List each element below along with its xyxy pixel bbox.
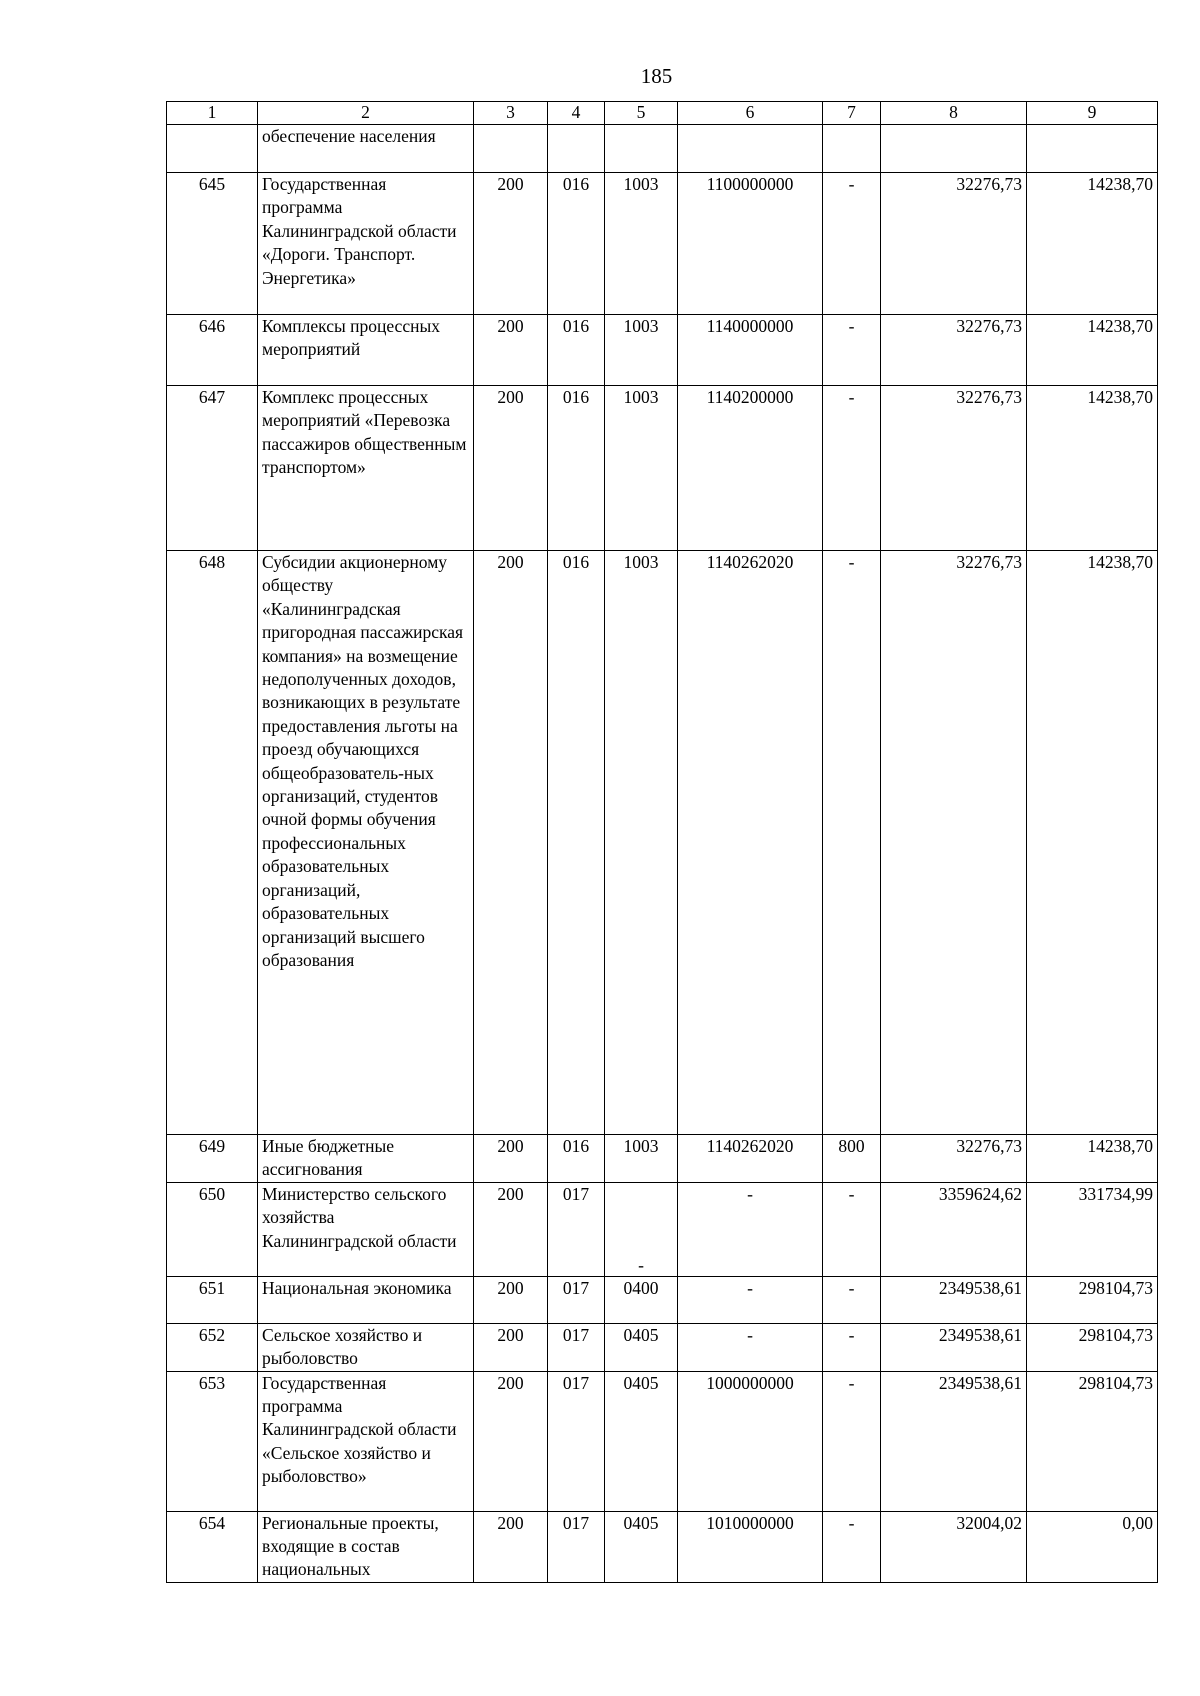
table-row — [167, 1135, 1158, 1183]
cell-col-4: 016 — [548, 173, 605, 315]
col-header-8: 8 — [881, 102, 1027, 125]
cell-col-5: 0405 — [605, 1511, 678, 1582]
cell-col-5-value: - — [638, 1255, 644, 1276]
cell-col-4: 017 — [548, 1511, 605, 1582]
cell-col-6: - — [678, 1182, 823, 1276]
cell-col-4: 017 — [548, 1182, 605, 1276]
cell-col-3: 200 — [474, 1511, 548, 1582]
cell-col-8: 32276,73 — [881, 315, 1027, 386]
cell-col-7: - — [823, 1511, 881, 1582]
cell-col-5: 1003 — [605, 1135, 678, 1183]
cell-col-7: - — [823, 386, 881, 551]
cell-col-6: 1100000000 — [678, 173, 823, 315]
row-name: Сельское хозяйство и рыболовство — [258, 1323, 474, 1371]
cell-col-5 — [605, 1182, 678, 1276]
row-name: Министерство сельского хозяйства Калининградской области — [258, 1182, 474, 1276]
cell-col-7: 800 — [823, 1135, 881, 1183]
col-header-5: 5 — [605, 102, 678, 125]
cell-col-9: 298104,73 — [1027, 1371, 1158, 1511]
col-header-4: 4 — [548, 102, 605, 125]
cell-col-5 — [605, 125, 678, 173]
cell-col-7: - — [823, 1276, 881, 1323]
col-header-7: 7 — [823, 102, 881, 125]
row-number: 651 — [167, 1276, 258, 1323]
row-number — [167, 125, 258, 173]
row-number: 652 — [167, 1323, 258, 1371]
table-row — [167, 1276, 1158, 1323]
cell-col-7: - — [823, 1182, 881, 1276]
cell-col-3: 200 — [474, 1182, 548, 1276]
cell-col-9: 0,00 — [1027, 1511, 1158, 1582]
cell-col-7 — [823, 125, 881, 173]
cell-col-9: 14238,70 — [1027, 173, 1158, 315]
cell-col-4 — [548, 125, 605, 173]
cell-col-8: 32276,73 — [881, 386, 1027, 551]
cell-col-9: 14238,70 — [1027, 1135, 1158, 1183]
row-number: 647 — [167, 386, 258, 551]
cell-col-8: 32276,73 — [881, 1135, 1027, 1183]
col-header-1: 1 — [167, 102, 258, 125]
row-name: обеспечение населения — [258, 125, 474, 173]
cell-col-6: - — [678, 1323, 823, 1371]
cell-col-3: 200 — [474, 315, 548, 386]
row-number: 650 — [167, 1182, 258, 1276]
row-name: Национальная экономика — [258, 1276, 474, 1323]
cell-col-7: - — [823, 551, 881, 1135]
budget-table — [166, 101, 1158, 1583]
row-name: Государственная программа Калининградской области «Сельское хозяйство и рыболовство» — [258, 1371, 474, 1511]
table-row — [167, 1323, 1158, 1371]
cell-col-4: 016 — [548, 1135, 605, 1183]
cell-col-6: - — [678, 1276, 823, 1323]
cell-col-6 — [678, 125, 823, 173]
cell-col-9: 14238,70 — [1027, 551, 1158, 1135]
cell-col-5: 0400 — [605, 1276, 678, 1323]
cell-col-6: 1140000000 — [678, 315, 823, 386]
cell-col-3: 200 — [474, 1135, 548, 1183]
col-header-6: 6 — [678, 102, 823, 125]
table-row — [167, 173, 1158, 315]
row-name: Государственная программа Калининградской области «Дороги. Транспорт. Энергетика» — [258, 173, 474, 315]
row-number: 649 — [167, 1135, 258, 1183]
cell-col-3: 200 — [474, 1276, 548, 1323]
cell-col-6: 1140200000 — [678, 386, 823, 551]
row-name: Комплексы процессных мероприятий — [258, 315, 474, 386]
row-name: Субсидии акционерному обществу «Калининградская пригородная пассажирская компания» на возмещение недополученных доходов, возникающих в результате предоставления льготы на проезд обучающихся общеобразователь-ных организаций, студентов очной формы обучения профессиональных образовательных организаций, образовательных организаций высшего образования — [258, 551, 474, 1135]
table-row — [167, 1182, 1158, 1276]
cell-col-8: 2349538,61 — [881, 1371, 1027, 1511]
cell-col-6: 1140262020 — [678, 1135, 823, 1183]
row-name: Иные бюджетные ассигнования — [258, 1135, 474, 1183]
row-name: Региональные проекты, входящие в состав национальных — [258, 1511, 474, 1582]
page-number: 185 — [640, 64, 673, 88]
row-number: 646 — [167, 315, 258, 386]
row-number: 648 — [167, 551, 258, 1135]
cell-col-8: 32004,02 — [881, 1511, 1027, 1582]
cell-col-9: 331734,99 — [1027, 1182, 1158, 1276]
cell-col-7: - — [823, 315, 881, 386]
cell-col-8: 3359624,62 — [881, 1182, 1027, 1276]
cell-col-6: 1000000000 — [678, 1371, 823, 1511]
cell-col-9: 14238,70 — [1027, 386, 1158, 551]
cell-col-9: 298104,73 — [1027, 1323, 1158, 1371]
cell-col-4: 016 — [548, 386, 605, 551]
table-row — [167, 125, 1158, 173]
col-header-2: 2 — [258, 102, 474, 125]
cell-col-8 — [881, 125, 1027, 173]
cell-col-9: 298104,73 — [1027, 1276, 1158, 1323]
cell-col-3: 200 — [474, 1371, 548, 1511]
header-row — [167, 102, 1158, 125]
cell-col-3: 200 — [474, 173, 548, 315]
cell-col-5: 1003 — [605, 551, 678, 1135]
cell-col-3: 200 — [474, 1323, 548, 1371]
table-row — [167, 1511, 1158, 1582]
cell-col-7: - — [823, 1371, 881, 1511]
table-row — [167, 551, 1158, 1135]
cell-col-3: 200 — [474, 386, 548, 551]
cell-col-8: 2349538,61 — [881, 1276, 1027, 1323]
cell-col-6: 1010000000 — [678, 1511, 823, 1582]
cell-col-4: 016 — [548, 315, 605, 386]
cell-col-5: 1003 — [605, 386, 678, 551]
cell-col-5: 0405 — [605, 1371, 678, 1511]
cell-col-3 — [474, 125, 548, 173]
col-header-9: 9 — [1027, 102, 1158, 125]
cell-col-5: 1003 — [605, 315, 678, 386]
table-row — [167, 1371, 1158, 1511]
cell-col-3: 200 — [474, 551, 548, 1135]
row-name: Комплекс процессных мероприятий «Перевозка пассажиров общественным транспортом» — [258, 386, 474, 551]
row-number: 653 — [167, 1371, 258, 1511]
cell-col-5: 1003 — [605, 173, 678, 315]
cell-col-4: 016 — [548, 551, 605, 1135]
cell-col-6: 1140262020 — [678, 551, 823, 1135]
col-header-3: 3 — [474, 102, 548, 125]
row-number: 654 — [167, 1511, 258, 1582]
row-number: 645 — [167, 173, 258, 315]
cell-col-9: 14238,70 — [1027, 315, 1158, 386]
cell-col-8: 2349538,61 — [881, 1323, 1027, 1371]
cell-col-4: 017 — [548, 1371, 605, 1511]
cell-col-8: 32276,73 — [881, 173, 1027, 315]
table-row — [167, 315, 1158, 386]
table-row — [167, 386, 1158, 551]
cell-col-8: 32276,73 — [881, 551, 1027, 1135]
cell-col-4: 017 — [548, 1323, 605, 1371]
cell-col-7: - — [823, 173, 881, 315]
cell-col-7: - — [823, 1323, 881, 1371]
cell-col-9 — [1027, 125, 1158, 173]
cell-col-5: 0405 — [605, 1323, 678, 1371]
cell-col-4: 017 — [548, 1276, 605, 1323]
